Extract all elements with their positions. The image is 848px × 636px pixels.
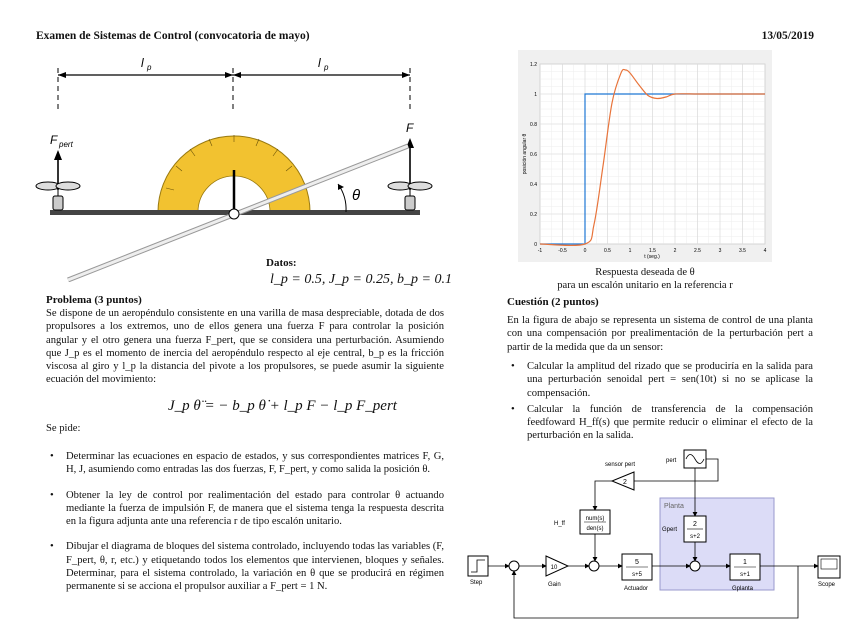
lp-left-label: l [141,56,144,70]
svg-text:pert: pert [59,140,73,149]
y-tick-label: 0 [534,242,537,248]
x-tick-label: 2.5 [694,248,701,254]
svg-text:Step: Step [470,580,483,586]
f-pert-label: F [50,133,58,147]
x-tick-label: -1 [537,248,543,254]
pivot [229,209,239,219]
cuestion-title: Cuestión (2 puntos) [507,296,599,308]
svg-text:2: 2 [693,521,697,528]
y-tick-label: 0.6 [530,152,537,158]
caption-line2: para un escalón unitario en la referencia r [557,280,733,291]
svg-text:2: 2 [623,479,627,486]
x-axis-label: t (seg.) [644,254,660,260]
datos-values: l_p = 0.5, J_p = 0.25, b_p = 0.1 [270,272,452,287]
step-block [468,556,488,576]
svg-text:s+2: s+2 [690,534,700,540]
svg-text:s+1: s+1 [740,572,750,578]
svg-text:Actuador: Actuador [624,586,649,592]
list-item: • Determinar las ecuaciones en espacio de estados, y sus correspondientes matrices F, G, H, J, asumiendo como entradas las dos fuerzas, F, F_pert, y como salida la posición θ. [46,450,444,477]
right-propeller [388,182,432,210]
list-item: • Obtener la ley de control por realimentación del estado para controlar θ actuando mediante la fuerza de impulsión F, de manera que el sistema tenga la respuesta descrita en la figura adjunta ante una referencia r de tipo escalón unitario. [46,489,444,529]
aeropendulum-figure [28,50,468,282]
x-tick-label: 4 [763,248,767,254]
svg-text:H_ff: H_ff [554,521,565,527]
left-propeller [36,182,80,210]
svg-text:Gplanta: Gplanta [732,586,754,592]
datos-label: Datos: [266,257,297,269]
list-item: • Dibujar el diagrama de bloques del sistema controlado, incluyendo todas las variables (F, F_pert, θ, r, etc.) y etiquetando todos los elementos que intervienen, bloques y señales. Determinar, para el sistema controlado, la variación en θ que se producirá en régimen permanente si se acciona el propulsor auxiliar a F_pert = 1 N. [46,540,444,593]
sum-3 [690,561,700,571]
svg-text:pert: pert [666,458,677,464]
caption-line1: Respuesta deseada de θ [595,267,695,278]
lp-right-label: l [318,56,321,70]
y-axis-label: posición angular θ [522,133,528,175]
x-tick-label: 3.5 [739,248,746,254]
svg-text:den(s): den(s) [586,526,604,532]
svg-text:10: 10 [550,565,558,571]
svg-text:Gain: Gain [548,582,561,588]
svg-text:p: p [147,63,152,72]
simulink-diagram [462,446,846,626]
y-tick-label: 0.8 [530,122,537,128]
svg-text:1: 1 [743,559,747,566]
exam-date: 13/05/2019 [761,30,814,42]
svg-text:Scope: Scope [818,582,836,588]
x-tick-label: -0.5 [558,248,567,254]
f-label: F [406,121,414,135]
svg-text:sensor pert: sensor pert [605,462,636,468]
svg-text:p: p [324,63,329,72]
y-tick-label: 0.2 [530,212,537,218]
svg-text:Planta: Planta [664,503,684,510]
x-tick-label: 3 [718,248,722,254]
x-tick-label: 0 [583,248,587,254]
cuestion-intro: En la figura de abajo se representa un sistema de control de una planta con una compensación por prealimentación de la perturbación pert a partir de la medida que da un sensor: [507,315,813,353]
plot-caption [518,266,772,292]
list-item: • Calcular la amplitud del rizado que se produciría en la salida para una perturbación senoidal pert = sen(10t) si no se aplicase la compensación. [507,360,813,400]
x-tick-label: 1.5 [649,248,656,254]
equation: J_p θ̈ = − b_p θ̇ + l_p F − l_p F_pert [168,398,397,414]
theta-label: θ [352,187,361,204]
y-tick-label: 1 [534,92,537,98]
y-tick-label: 0.4 [530,182,537,188]
problema-items [46,450,444,594]
problema-title: Problema (3 puntos) [46,294,142,306]
x-tick-label: 0.5 [604,248,611,254]
exam-title: Examen de Sistemas de Control (convocatoria de mayo) [36,30,310,42]
svg-text:s+5: s+5 [632,572,642,578]
problema-intro: Se dispone de un aeropéndulo consistente en una varilla de masa despreciable, dotada de dos propulsores a los extremos, uno de ellos genera una fuerza F para controlar la posición angular y el otro genera una fuerza F_pert, que se considera una perturbación. Asumiendo que J_p es el momento de inercia del aeropéndulo respecto al eje central, b_p es la fricción viscosa al giro y l_p la distancia del pivote a los propulsores, se puede asumir la siguiente ecuación del movimiento: [46,308,444,386]
y-tick-label: 1.2 [530,62,537,68]
cuestion-items [507,360,813,443]
sum-2 [589,561,599,571]
svg-text:Gpert: Gpert [662,527,678,533]
response-plot [518,50,772,262]
sum-1 [509,561,519,571]
svg-text:5: 5 [635,559,639,566]
x-tick-label: 2 [673,248,677,254]
x-tick-label: 1 [628,248,632,254]
list-item: • Calcular la función de transferencia de la compensación feedfoward H_ff(s) que permite reducir o eliminar el efecto de la perturbación en la salida. [507,403,813,443]
se-pide: Se pide: [46,423,81,434]
svg-text:num(s): num(s) [585,516,605,522]
